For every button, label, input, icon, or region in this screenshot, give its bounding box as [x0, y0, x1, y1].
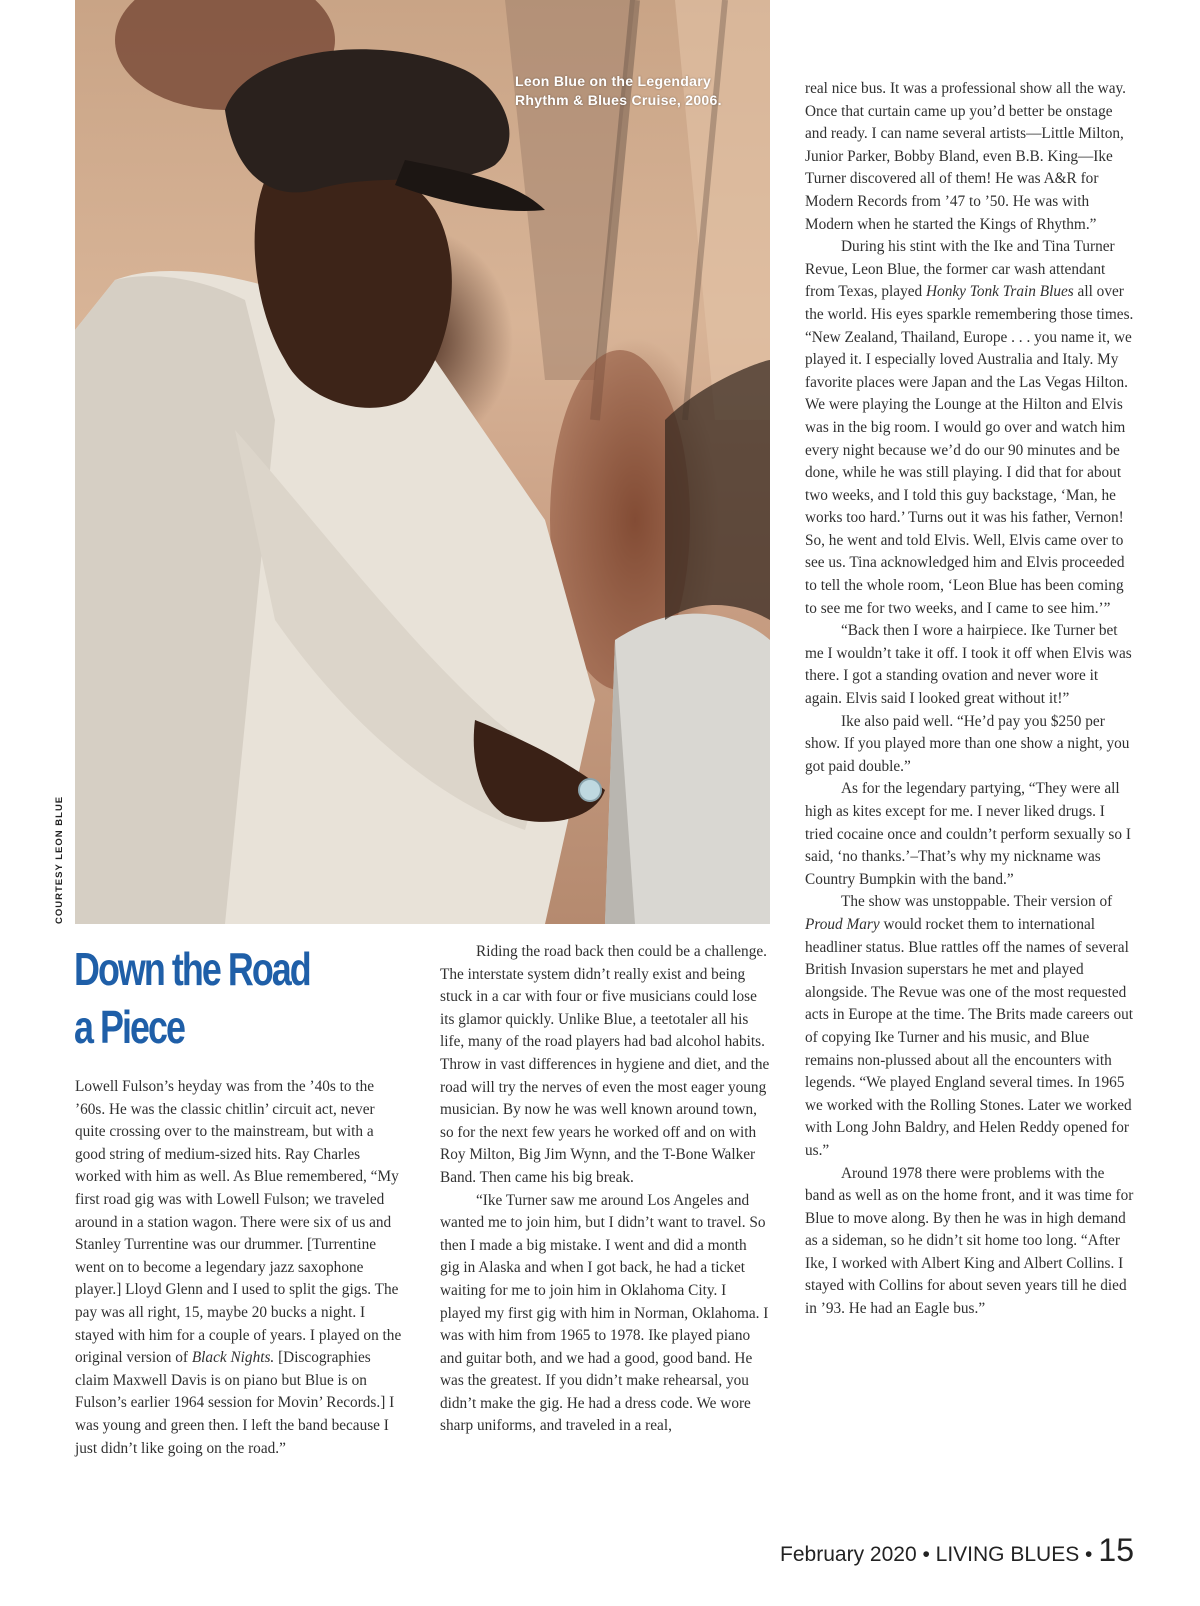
paragraph: Ike also paid well. “He’d pay you $250 per show. If you played more than one show a night, you got paid double.” — [805, 712, 1130, 775]
paragraph: “Back then I wore a hairpiece. Ike Turner bet me I wouldn’t take it off. I took it off when Elvis was there. I got a standing ovation and never wore it again. Elvis said I looked great without it!” — [805, 622, 1132, 708]
article-column-1 — [75, 1076, 405, 1460]
paragraph: Around 1978 there were problems with the band as well as on the home front, and it was time for Blue to move along. By then he was in high demand as a sideman, so he didn’t sit home too long. “After Ike, I worked with Albert King and Albert Collins. I stayed with Collins for about seven years till he died in ’93. He had an Eagle bus.” — [805, 1164, 1134, 1318]
feature-photo — [75, 0, 770, 924]
paragraph: During his stint with the Ike and Tina Turner Revue, Leon Blue, the former car wash attendant from Texas, played Honky Tonk Train Blues all over the world. His eyes sparkle remembering those times. “New Zealand, Thailand, Europe . . . you name it, we played it. I especially loved Australia and Italy. My favorite places were Japan and the Las Vegas Hilton. We were playing the Lounge at the Hilton and Elvis was in the big room. I would go over and watch him every night because we’d do our 90 minutes and be done, while he was still playing. I did that for about two weeks, and I told this guy backstage, ‘Man, he works too hard.’ Turns out it was his father, Vernon! So, he went and told Elvis. Well, Elvis came over to see us. Tina acknowledged him and Elvis proceeded to tell the whole room, ‘Leon Blue has been coming to see me for two weeks, and I came to see him.’” — [805, 238, 1134, 617]
paragraph: Lowell Fulson’s heyday was from the ’40s to the ’60s. He was the classic chitlin’ circuit act, never quite crossing over to the mainstream, but with a good string of medium-sized hits. Ray Charles worked with him as well. As Blue remembered, “My first road gig was with Lowell Fulson; we traveled around in a station wagon. There were six of us and Stanley Turrentine was our drummer. [Turrentine went on to become a legendary jazz saxophone player.] Lloyd Glenn and I used to split the gigs. The pay was all right, 15, maybe 20 bucks a night. I stayed with him for a couple of years. I played on the original version of Black Nights. [Discographies claim Maxwell Davis is on piano but Blue is on Fulson’s earlier 1964 session for Movin’ Records.] I was young and green then. I left the band because I just didn’t like going on the road.” — [75, 1078, 402, 1457]
headline-line-1: Down the Road — [74, 943, 310, 995]
photo-caption: Leon Blue on the Legendary Rhythm & Blues Cruise, 2006. — [515, 73, 722, 108]
paragraph: real nice bus. It was a professional show all the way. Once that curtain came up you’d better be onstage and ready. I can name several artists—Little Milton, Junior Parker, Bobby Bland, even B.B. King—Ike Turner discovered all of them! He was A&R for Modern Records from ’47 to ’50. He was with Modern when he started the Kings of Rhythm.” — [805, 80, 1126, 233]
article-column-2 — [440, 941, 770, 1438]
photo-credit: COURTESY LEON BLUE — [54, 795, 65, 924]
headline-line-2: a Piece — [74, 1001, 185, 1053]
footer-issue-text: February 2020 • LIVING BLUES • — [780, 1543, 1093, 1566]
paragraph: As for the legendary partying, “They were all high as kites except for me. I never liked drugs. I tried cocaine once and couldn’t perform sexually so I said, ‘no thanks.’–That’s why my nickname was Country Bumpkin with the band.” — [805, 780, 1131, 888]
paragraph: “Ike Turner saw me around Los Angeles and wanted me to join him, but I didn’t want to travel. So then I made a big mistake. I went and did a month gig in Alaska and when I got back, he had a ticket waiting for me to join him in Oklahoma City. I played my first gig with him in Norman, Oklahoma. I was with him from 1965 to 1978. Ike played piano and guitar both, and we had a good, good band. He was the greatest. If you didn’t make rehearsal, you didn’t make the gig. He had a dress code. We wore sharp uniforms, and traveled in a real, — [440, 1191, 769, 1435]
page-number: 15 — [1098, 1532, 1134, 1568]
paragraph: The show was unstoppable. Their version of Proud Mary would rocket them to international headliner status. Blue rattles off the names of several British Invasion superstars he met and played alongside. The Revue was one of the most requested acts in Europe at the time. The Brits made careers out of copying Ike Turner and his music, and Blue remains non-plussed about all the encounters with legends. “We played England several times. In 1965 we worked with the Rolling Stones. Later we worked with Long John Baldry, and Helen Reddy opened for us.” — [805, 893, 1134, 1159]
photo-illustration — [75, 0, 770, 924]
paragraph: Riding the road back then could be a challenge. The interstate system didn’t really exist and being stuck in a car with four or five musicians could lose its glamor quickly. Unlike Blue, a teetotaler all his life, many of the road players had bad alcohol habits. Throw in vast differences in hygiene and diet, and the road will try the nerves of even the most eager young musician. By now he was well known around town, so for the next few years he worked off and on with Roy Milton, Big Jim Wynn, and the T-Bone Walker Band. Then came his big break. — [440, 943, 770, 1186]
page-footer — [780, 1532, 1134, 1569]
article-column-3 — [805, 78, 1135, 1321]
article-headline — [74, 940, 331, 1056]
